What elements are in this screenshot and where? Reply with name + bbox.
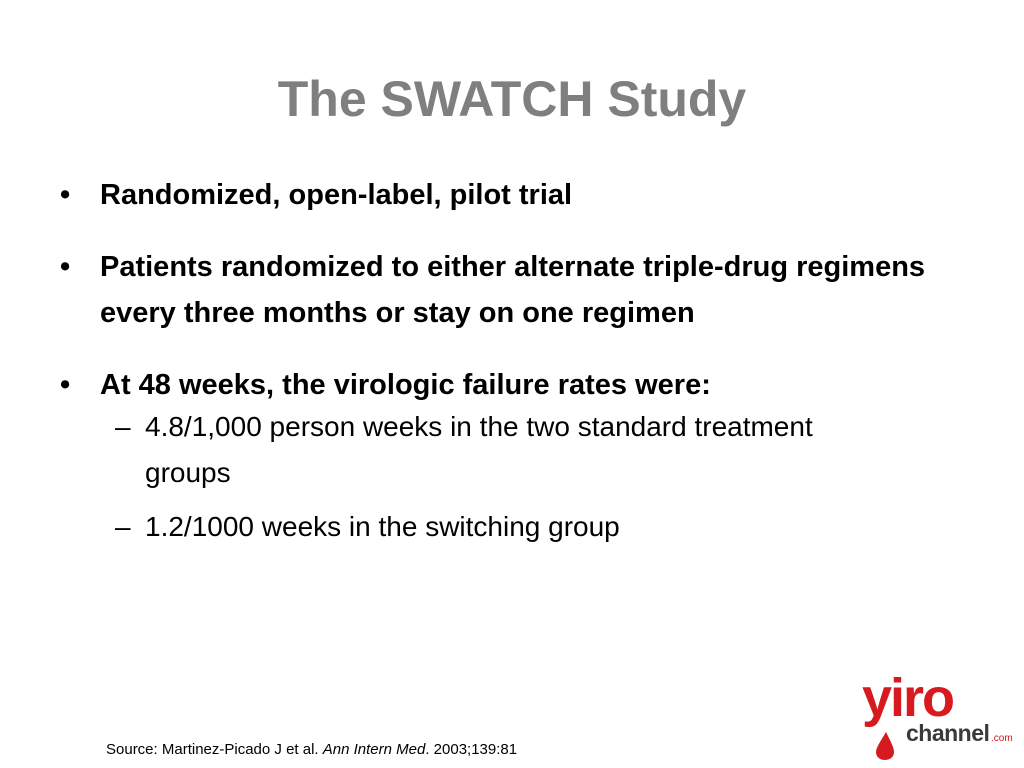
sub-bullet-item xyxy=(60,504,960,550)
source-suffix: . 2003;139:81 xyxy=(425,741,518,758)
dash-icon: – xyxy=(115,511,131,542)
sub-bullet-list xyxy=(60,404,960,550)
source-prefix: Source: Martinez-Picado J et al. xyxy=(106,741,323,758)
slide-title: The SWATCH Study xyxy=(277,71,747,127)
logo-word-yiro: yiro xyxy=(862,668,954,728)
bullet-icon: • xyxy=(60,369,71,401)
bullet-item xyxy=(60,362,960,408)
bullet-text: Patients randomized to either alternate triple-drug regimens every three months or stay on one regimen xyxy=(100,251,926,329)
bullet-icon: • xyxy=(60,179,71,211)
source-citation xyxy=(106,740,517,760)
bullet-icon: • xyxy=(60,251,71,283)
yirochannel-logo xyxy=(860,668,1020,760)
logo-suffix: .com xyxy=(991,733,1013,744)
sub-bullet-text: 4.8/1,000 person weeks in the two standard treatment groups xyxy=(145,411,813,488)
bullet-item xyxy=(60,244,960,336)
sub-bullet-text: 1.2/1000 weeks in the switching group xyxy=(145,511,620,542)
bullet-text: Randomized, open-label, pilot trial xyxy=(100,179,573,211)
slide-body xyxy=(60,172,960,558)
logo-word-channel: channel xyxy=(906,720,990,746)
sub-bullet-item xyxy=(60,404,845,496)
bullet-text: At 48 weeks, the virologic failure rates were: xyxy=(100,369,711,401)
bullet-item xyxy=(60,172,960,218)
source-journal: Ann Intern Med xyxy=(322,741,426,758)
dash-icon: – xyxy=(115,411,131,442)
drop-icon xyxy=(876,732,894,760)
